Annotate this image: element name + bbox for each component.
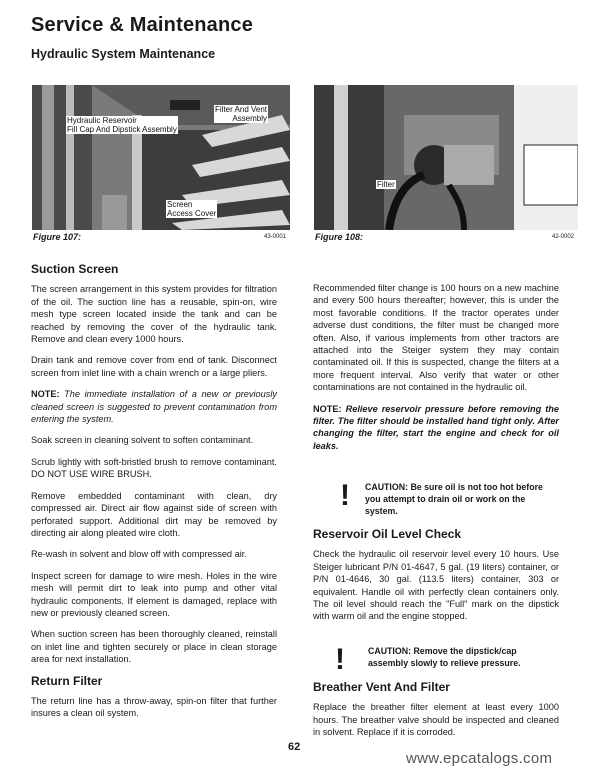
suction-screen-heading: Suction Screen [31,262,119,276]
return-filter-heading: Return Filter [31,673,103,688]
paragraph: Drain tank and remove cover from end of tank. Disconnect screen from inlet line with a chain wrench or a large pliers. [31,355,277,378]
paragraph: Check the hydraulic oil reservoir level every 10 hours. Use Steiger lubricant P/N 01-4647, 5 gal. (19 liters) container, or P/N 01-4646, 30 gal. (113.5 liters) container, 303 or equivalent. Handle oil with perfectly clean containers only. The oil level should reach the "Full" mark on the dipstick with warm oil and the engine stopped. [313,549,559,622]
exclamation-icon: ! [340,479,350,512]
watermark: www.epcatalogs.com [406,750,553,767]
note-text: The immediate installation of a new or previously cleaned screen is suggested to prevent contamination from entering the system. [31,389,277,425]
caution-text: CAUTION: Remove the dipstick/cap assembly slowly to relieve pressure. [368,646,521,668]
paragraph: Re-wash in solvent and blow off with compressed air. [31,549,247,560]
page-title: Service & Maintenance [31,14,254,36]
exclamation-icon: ! [335,643,345,676]
filter-label: Filter [377,180,395,189]
note-label: NOTE: [313,403,342,414]
section-title: Hydraulic System Maintenance [31,47,216,61]
note-text: Relieve reservoir pressure before removing the filter. The filter should be installed hand tight only. After changing the filter, start the engine and check for oil leaks. [313,403,559,451]
hydraulic-reservoir-label: Hydraulic Reservoir Fill Cap And Dipstick Assembly [67,116,177,134]
figure-108-photo [314,85,578,230]
figure-108-code: 42-0002 [552,234,575,240]
right-column-breather [313,681,559,748]
paragraph: Replace the breather filter element at least every 1000 hours. The breather valve should be inspected and cleaned in solvent. Replace if it is corroded. [313,702,559,738]
caution-text: CAUTION: Be sure oil is not too hot before you attempt to drain oil or work on the system. [365,482,543,516]
breather-heading: Breather Vent And Filter [313,680,450,694]
right-column-lower [313,528,559,632]
paragraph: Scrub lightly with soft-bristled brush to remove contaminant. DO NOT USE WIRE BRUSH. [31,456,277,480]
left-column [31,263,277,729]
paragraph: Soak screen in cleaning solvent to soften contaminant. [31,435,254,446]
figure-107-caption: Figure 107: [33,232,82,242]
note [313,403,559,453]
caution-block-hot-oil [325,481,560,517]
right-column [313,282,559,461]
page-number: 62 [288,741,301,753]
filter-vent-label: Filter And Vent Assembly [215,105,268,123]
figure-107-code: 43-0001 [264,234,287,240]
paragraph: Remove embedded contaminant with clean, dry compressed air. Direct air flow against side of screen with perforated support. Additional dirt may be removed by directing air along pleated wire cloth. [31,490,277,538]
note-label: NOTE: [31,389,60,400]
oil-level-heading: Reservoir Oil Level Check [313,527,462,541]
paragraph: Inspect screen for damage to wire mesh. Holes in the wire mesh will permit dirt to leak into pump and other vital hydraulic components. If element is damaged, replace with new or previously cleaned screen. [31,570,277,618]
figure-108-caption: Figure 108: [315,232,364,242]
caution-block-dipstick [320,645,560,675]
paragraph: Recommended filter change is 100 hours on a new machine and every 500 hours thereafter; however, this is under the most favorable conditions. If the tractor operates under adverse dust conditions, the filter must be changed more often. Also, if various implements from other tractors are attached into the Steiger system they may contain contaminated oil. If this is suspected, change the filters at a more frequent interval. Also verify that water or other contaminations are not contained in the hydraulic oil. [313,283,559,393]
paragraph: The screen arrangement in this system provides for filtration of the oil. The suction line has a reusable, spin-on, wire mesh type screen located inside the tank and can be reached by removing the cover of the hydraulic tank. Remove and clean every 1000 hours. [31,284,277,345]
paragraph: When suction screen has been thoroughly cleaned, reinstall on inlet line and tighten securely or place in clean storage area for next installation. [31,629,277,665]
paragraph: The return line has a throw-away, spin-on filter that further insures a clean oil system. [31,695,277,719]
screen-cover-label: Screen Access Cover [167,200,217,218]
note [31,388,277,425]
engine-filter-illustration [314,85,578,230]
